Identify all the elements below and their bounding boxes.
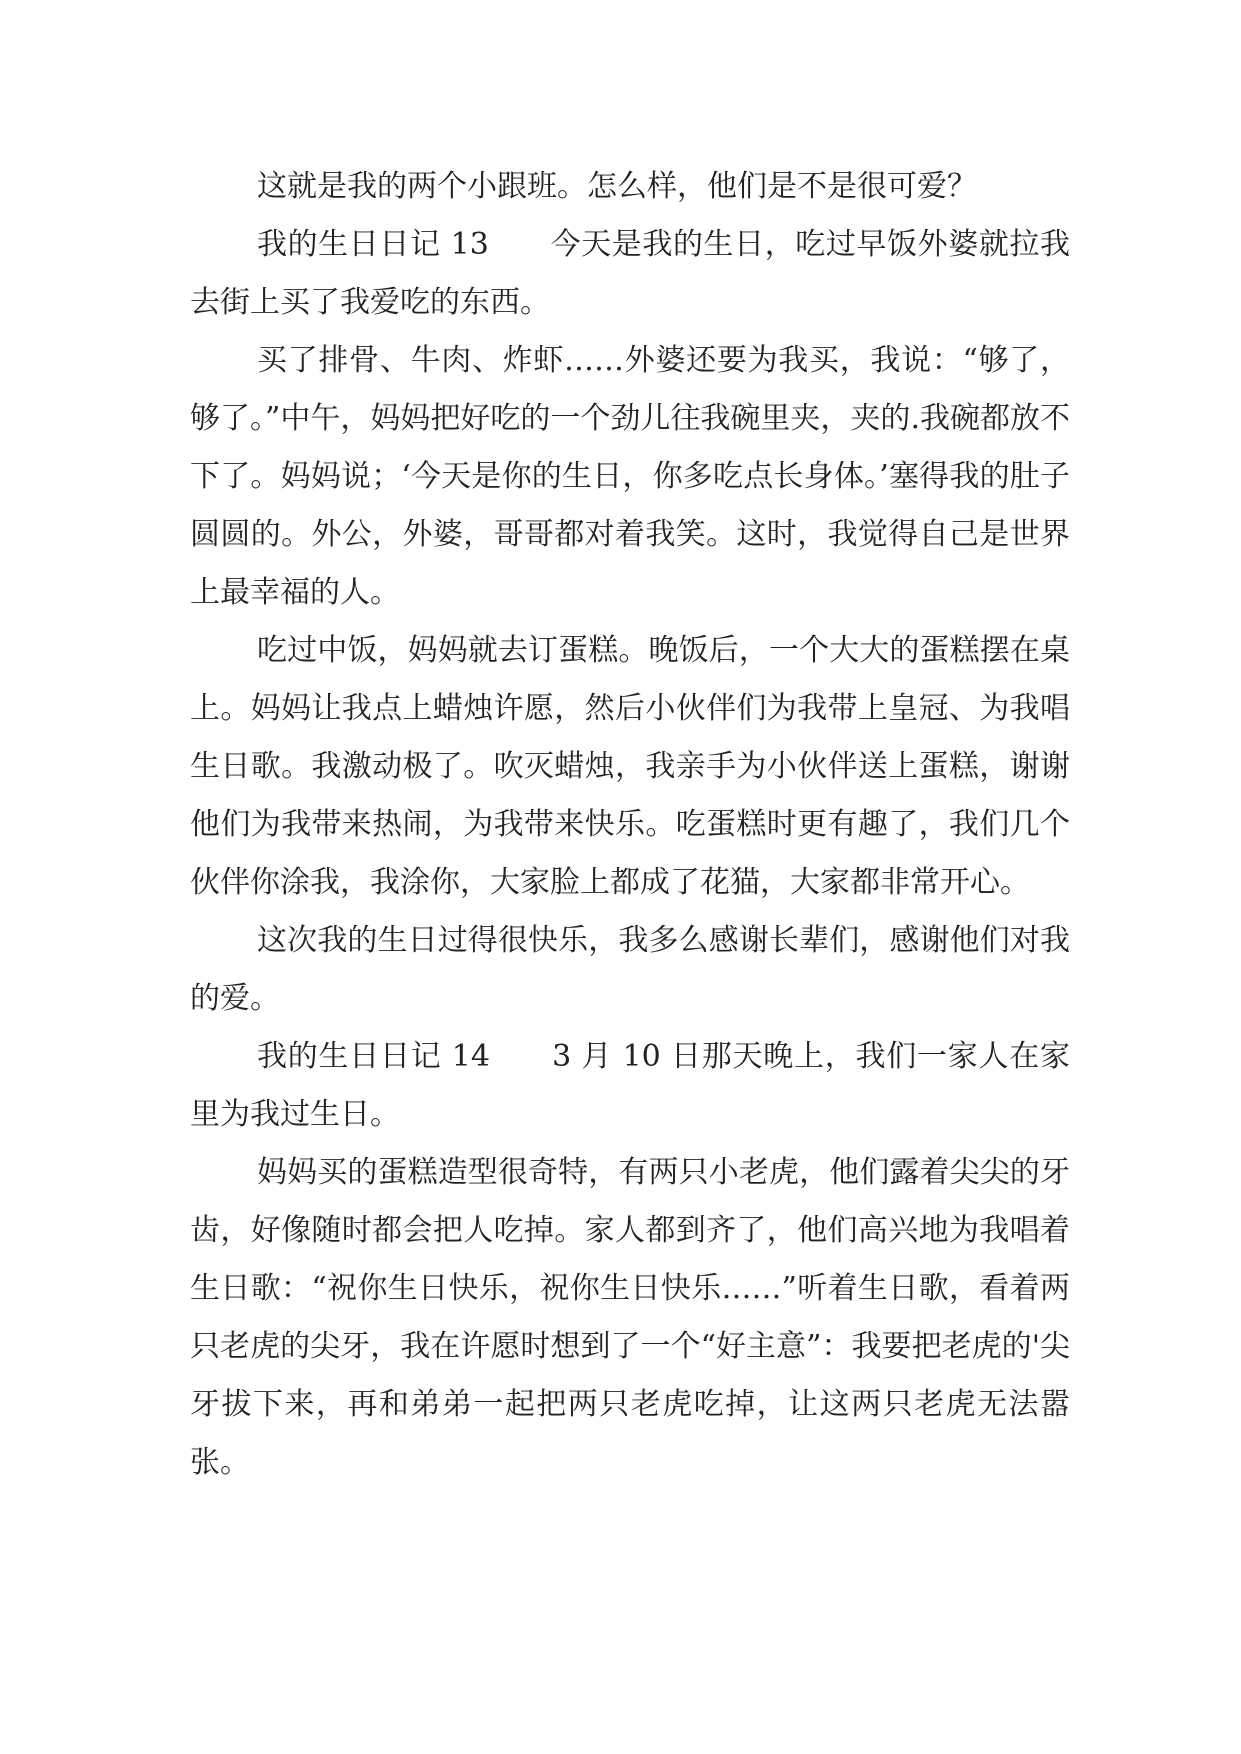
paragraph-4: 吃过中饭，妈妈就去订蛋糕。晚饭后，一个大大的蛋糕摆在桌上。妈妈让我点上蜡烛许愿，然后小伙伴们为我带上皇冠、为我唱生日歌。我激动极了。吹灭蜡烛，我亲手为小伙伴送上蛋糕，谢谢他们为我带来热闹，为我带来快乐。吃蛋糕时更有趣了，我们几个伙伴你涂我，我涂你，大家脸上都成了花猫，大家都非常开心。: [190, 633, 1070, 900]
paragraph-6: 我的生日日记 14 3 月 10 日那天晚上，我们一家人在家里为我过生日。: [190, 1039, 1070, 1132]
paragraph-5: 这次我的生日过得很快乐，我多么感谢长辈们，感谢他们对我的爱。: [190, 923, 1070, 1016]
paragraph-3: 买了排骨、牛肉、炸虾……外婆还要为我买，我说：“够了，够了。”中午，妈妈把好吃的一个劲儿往我碗里夹，夹的.我碗都放不下了。妈妈说；‘今天是你的生日，你多吃点长身体。’塞得我的肚子圆圆的。外公，外婆，哥哥都对着我笑。这时，我觉得自己是世界上最幸福的人。: [190, 343, 1070, 610]
paragraph-2: 我的生日日记 13 今天是我的生日，吃过早饭外婆就拉我去街上买了我爱吃的东西。: [190, 227, 1070, 320]
paragraph-7: 妈妈买的蛋糕造型很奇特，有两只小老虎，他们露着尖尖的牙齿，好像随时都会把人吃掉。家人都到齐了，他们高兴地为我唱着生日歌：“祝你生日快乐，祝你生日快乐……”听着生日歌，看着两只老虎的尖牙，我在许愿时想到了一个“好主意”：我要把老虎的'尖牙拔下来，再和弟弟一起把两只老虎吃掉，让这两只老虎无法嚣张。: [190, 1155, 1070, 1480]
document-body: [190, 158, 1070, 1492]
paragraph-1: 这就是我的两个小跟班。怎么样，他们是不是很可爱？: [257, 169, 977, 204]
